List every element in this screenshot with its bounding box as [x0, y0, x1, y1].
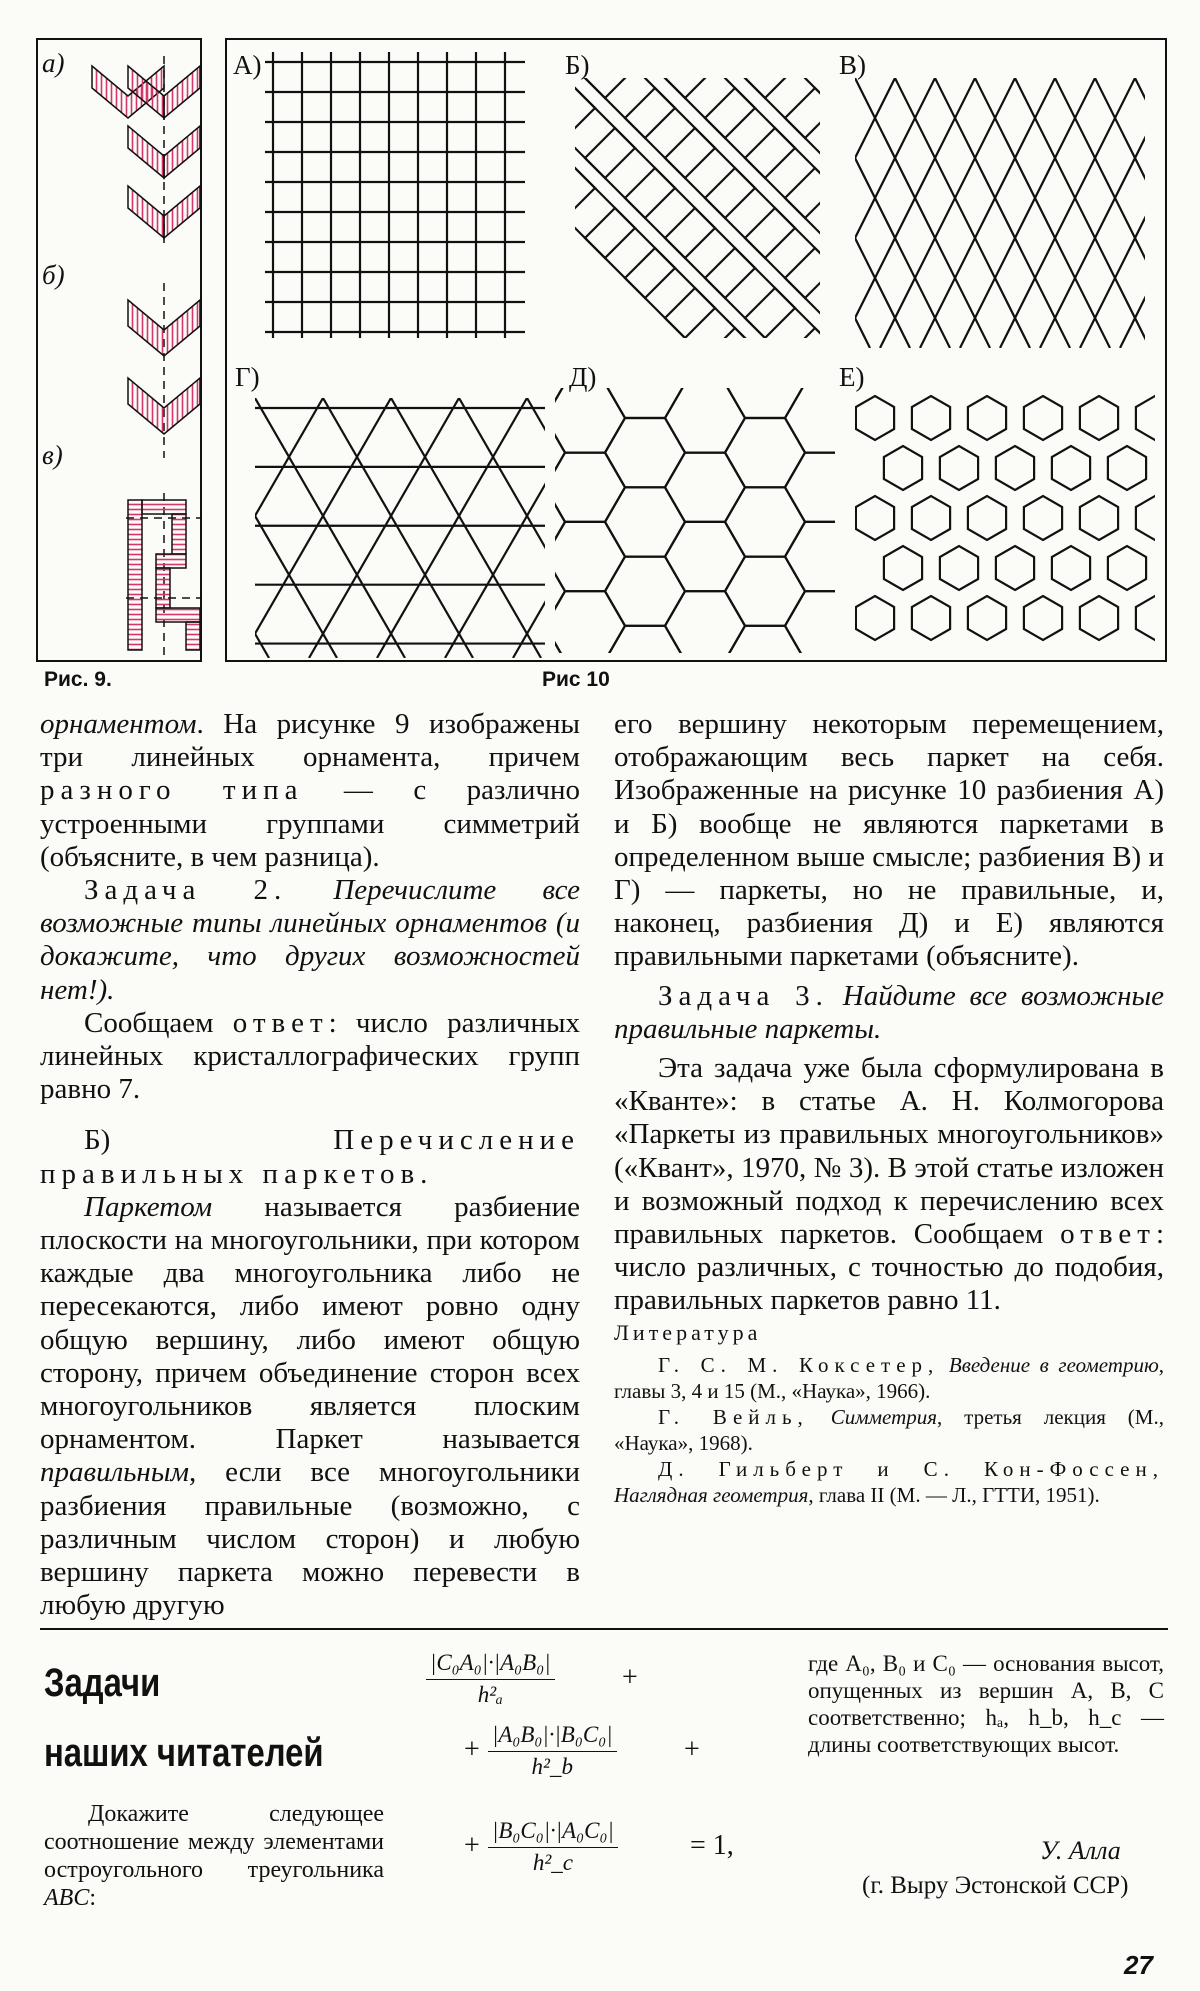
ornament-b — [128, 283, 200, 458]
tiling-b — [265, 38, 1167, 578]
fig10-label-b: Б) — [565, 50, 590, 80]
figure-9-frame — [36, 38, 202, 662]
reference-3: Д. Гильберт и С. Кон-Фоссен, Наглядная геометрия, глава II (М. — Л., ГТТИ, 1951). — [614, 1456, 1164, 1507]
formula-equals-one: = 1, — [690, 1830, 734, 1861]
left-paragraph-1: орнаментом. На рисунке 9 изображены три линейных орнамента, причем разного типа — с различно устроенными группами симметрий (объясните, в чем разница). — [40, 708, 581, 873]
fig10-label-e: Д) — [569, 362, 597, 392]
formula-fraction-2: $\frac{\text{|A₀B₀|·|B₀C₀|}}{\text{h²\_b}}$ — [488, 1722, 617, 1780]
reference-2: Г. Вейль, Симметрия, третья лекция (М., «Наука», 1968). — [614, 1404, 1164, 1455]
right-text-column — [614, 708, 1164, 1508]
formula-plus-1: + — [622, 1662, 638, 1693]
task-3: Задача 3. Найдите все возможные правильные паркеты. — [614, 979, 1164, 1045]
right-paragraph-1: его вершину некоторым перемещением, отображающим весь паркет на себя. Изображенные на рисунке 10 разбиения А) и Б) вообще не являются паркетами в определенном выше смысле; разбиения В) и Г) — паркеты, но не правильные, и, наконец, разбиения Д) и Е) являются правильными паркетами (объясните). — [614, 708, 1164, 973]
formula-fraction-1: $\frac{\text{|C₀A₀|·|A₀B₀|}}{\text{h²ₐ}}$ — [426, 1650, 555, 1708]
fig9-label-c: в) — [42, 440, 63, 470]
fig9-label-a: а) — [42, 48, 65, 78]
references — [614, 1320, 1164, 1508]
ornament-a — [92, 56, 200, 243]
fig10-label-d: Г) — [235, 362, 260, 392]
task-2: Задача 2. Перечислите все возможные типы линейных орнаментов (и докажите, что других возможностей нет!). — [40, 874, 580, 1006]
formula-fraction-3: $\frac{\text{|B₀C₀|·|A₀C₀|}}{\text{h²\_c}}$ — [488, 1818, 618, 1876]
tiling-f — [856, 396, 1167, 640]
figure-10-caption: Рис 10 — [542, 668, 610, 691]
readers-heading — [44, 1648, 324, 1788]
readers-formula-note: где A₀, B₀ и C₀ — основания высот, опущенных из вершин A, B, C соответственно; hₐ, h_b, h_c — длины соответствующих высот. — [808, 1651, 1164, 1757]
formula-plus-4: + — [464, 1830, 480, 1861]
fig10-label-c: В) — [839, 50, 866, 80]
problem-author: У. Алла — [1040, 1836, 1121, 1865]
fig10-label-f: Е) — [839, 362, 865, 392]
reference-1: Г. С. М. Коксетер, Введение в геометрию, главы 3, 4 и 15 (М., «Наука», 1966). — [614, 1352, 1164, 1403]
fig9-label-b: б) — [42, 260, 65, 290]
left-answer: Сообщаем ответ: число различных линейных кристаллографических групп равно 7. — [40, 1006, 580, 1106]
readers-problem-statement: Докажите следующее соотношение между элементами остроугольного треугольника ABC: — [44, 1801, 384, 1911]
ornament-c — [126, 493, 202, 658]
parquet-tilings-illustration — [225, 38, 1167, 662]
section-b-heading: Б) Перечисление правильных паркетов. — [40, 1124, 580, 1190]
figure-9-caption: Рис. 9. — [44, 668, 112, 691]
references-heading: Литература — [614, 1319, 762, 1345]
fig10-label-a: А) — [233, 50, 262, 80]
figure-10-frame — [225, 38, 1167, 662]
left-text-column — [40, 708, 580, 1622]
parquet-definition: Паркетом называется разбиение плоскости на многоугольники, при котором каждые два многоугольника либо не пересекаются, либо имеют ровно одну общую вершину, либо имеют общую сторону, причем объединение сторон всех многоугольников является плоским орнаментом. Паркет называется правильным, если все многоугольники разбиения правильные (возможно, с различным числом сторон) и любую вершину паркета можно перевести в любую другую — [40, 1190, 580, 1622]
right-answer: Эта задача уже была сформулирована в «Кванте»: в статье А. Н. Колмогорова «Паркеты из правильных многоугольников» («Квант», 1970, № 3). В этой статье изложен и возможный подход к перечислению всех правильных паркетов. Сообщаем ответ: число различных, с точностью до подобия, правильных паркетов равно 11. — [614, 1052, 1164, 1317]
problem-location: (г. Выру Эстонской ССР) — [862, 1872, 1129, 1899]
section-divider — [40, 1628, 1168, 1630]
formula-plus-2: + — [464, 1734, 480, 1765]
formula-plus-3: + — [684, 1734, 700, 1765]
readers-heading-line-1: Задачи — [44, 1661, 161, 1705]
readers-formula — [410, 1650, 770, 1880]
tiling-a — [265, 52, 534, 338]
page-number: 27 — [1124, 1950, 1153, 1980]
linear-ornaments-illustration — [36, 38, 202, 662]
readers-heading-line-2: наших читателей — [44, 1731, 324, 1775]
